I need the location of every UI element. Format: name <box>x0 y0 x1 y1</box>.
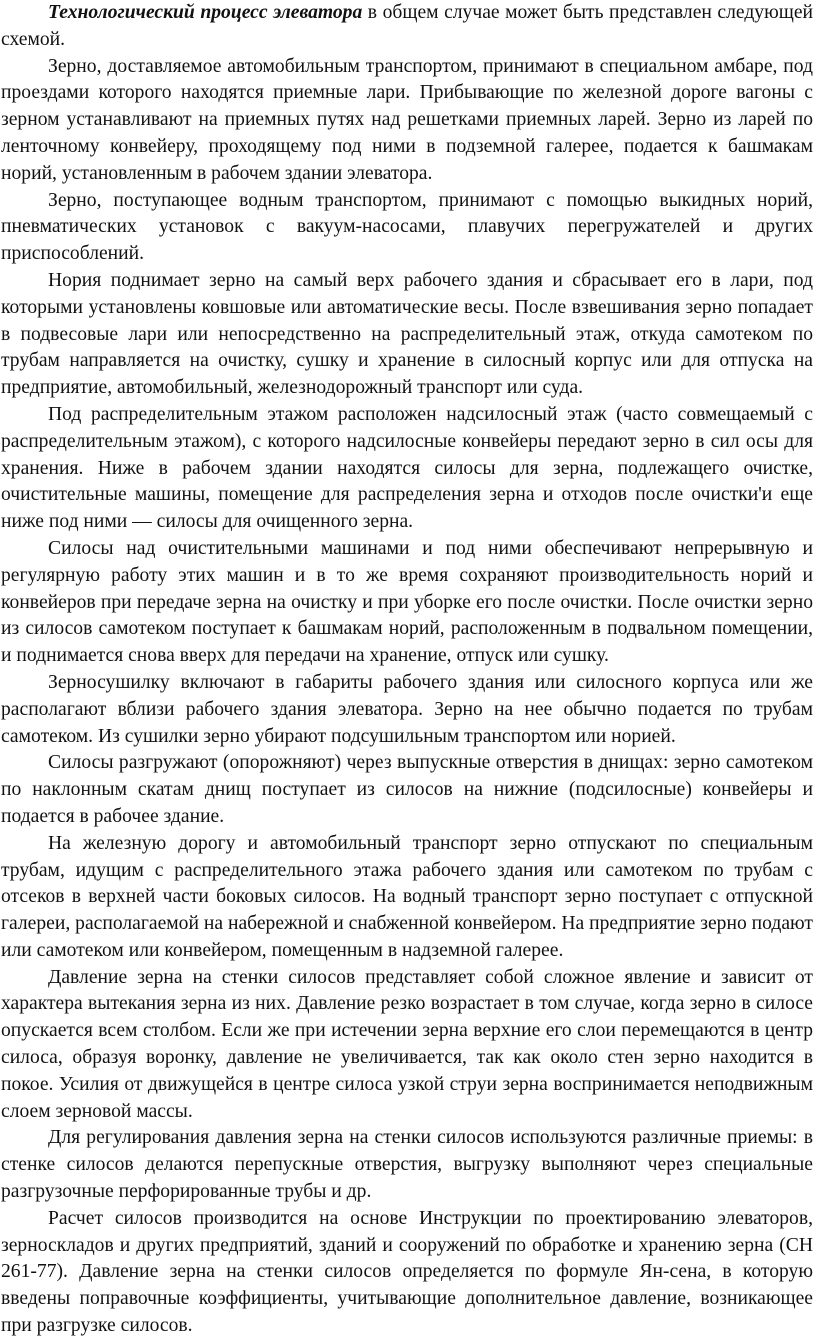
paragraph: Зерно, доставляемое автомобильным транспортом, принимают в специальном амбаре, под проездами которого находятся приемные лари. Прибывающие по железной дороге вагоны с зерном устанавливают на приемных путях над решетками приемных ларей. Зерно из ларей по ленточному конвейеру, проходящему под ними в подземной галерее, подается к башмакам норий, установленным в рабочем здании элеватора. <box>1 55 813 184</box>
paragraph: Зерно, поступающее водным транспортом, принимают с помощью выкидных норий, пневматических установок с вакуум-насосами, плавучих перегружателей и других приспособлений. <box>1 189 813 265</box>
paragraph: Зерносушилку включают в габариты рабочего здания или силосного корпуса или же располагают вблизи рабочего здания элеватора. Зерно на нее обычно подается по трубам самотеком. Из сушилки зерно убирают подсушильным транспортом или норией. <box>1 671 813 747</box>
paragraph: Нория поднимает зерно на самый верх рабочего здания и сбрасывает его в лари, под которыми установлены ковшовые или автоматические весы. После взвешивания зерно попадает в подвесовые лари или непосредственно на распределительный этаж, откуда самотеком по трубам направляется на очистку, сушку и хранение в силосный корпус или для отпуска на предприятие, автомобильный, железнодорожный транспорт или суда. <box>1 269 813 399</box>
paragraph-intro <box>1 0 813 54</box>
lead-term: Технологический процесс элеватора <box>48 2 363 23</box>
paragraph-text: в общем случае может быть представлен следующей схемой. <box>1 2 814 50</box>
paragraph: Под распределительным этажом расположен надсилосный этаж (часто совмещаемый с распределительным этажом), с которого надсилосные конвейеры передают зерно в сил осы для хранения. Ниже в рабочем здании находятся силосы для зерна, подлежащего очистке, очистительные машины, помещение для распределения зерна и отходов после очистки'и еще ниже под ними — силосы для очищенного зерна. <box>1 403 813 533</box>
paragraph: На железную дорогу и автомобильный транспорт зерно отпускают по специальным трубам, идущим с распределительного этажа рабочего здания или самотеком по трубам с отсеков в верхней части боковых силосов. На водный транспорт зерно поступает с отпускной галереи, располагаемой на набережной и снабженной конвейером. На предприятие зерно подают или самотеком или конвейером, помещенным в надземной галерее. <box>1 832 813 961</box>
paragraph: Давление зерна на стенки силосов представляет собой сложное явление и зависит от характера вытекания зерна из них. Давление резко возрастает в том случае, когда зерно в силосе опускается всем столбом. Если же при истечении зерна верхние его слои перемещаются в центр силоса, образуя воронку, давление не увеличивается, так как около стен зерно находится в покое. Усилия от движущейся в центре силоса узкой струи зерна воспринимается неподвижным слоем зерновой массы. <box>1 966 813 1122</box>
paragraph: Для регулирования давления зерна на стенки силосов используются различные приемы: в стенке силосов делаются перепускные отверстия, выгрузку выполняют через специальные разгрузочные перфорированные трубы и др. <box>1 1127 813 1203</box>
paragraph: Силосы над очистительными машинами и под ними обеспечивают непрерывную и регулярную работу этих машин и в то же время сохраняют производительность норий и конвейеров при передаче зерна на очистку и при уборке его после очистки. После очистки зерно из силосов самотеком поступает к башмакам норий, расположенным в подвальном помещении, и поднимается снова вверх для передачи на хранение, отпуск или сушку. <box>1 537 813 667</box>
paragraph: Расчет силосов производится на основе Инструкции по проектированию элеваторов, зерноскладов и других предприятий, зданий и сооружений по обработке и хранению зерна (СН 261-77). Давление зерна на стенки силосов определяется по формуле Ян-сена, в которую введены поправочные коэффициенты, учитывающие дополнительное давление, возникающее при разгрузке силосов. <box>1 1207 813 1337</box>
paragraph: Силосы разгружают (опорожняют) через выпускные отверстия в днищах: зерно самотеком по наклонным скатам днищ поступает из силосов на нижние (подсилосные) конвейеры и подается в рабочее здание. <box>1 752 813 827</box>
